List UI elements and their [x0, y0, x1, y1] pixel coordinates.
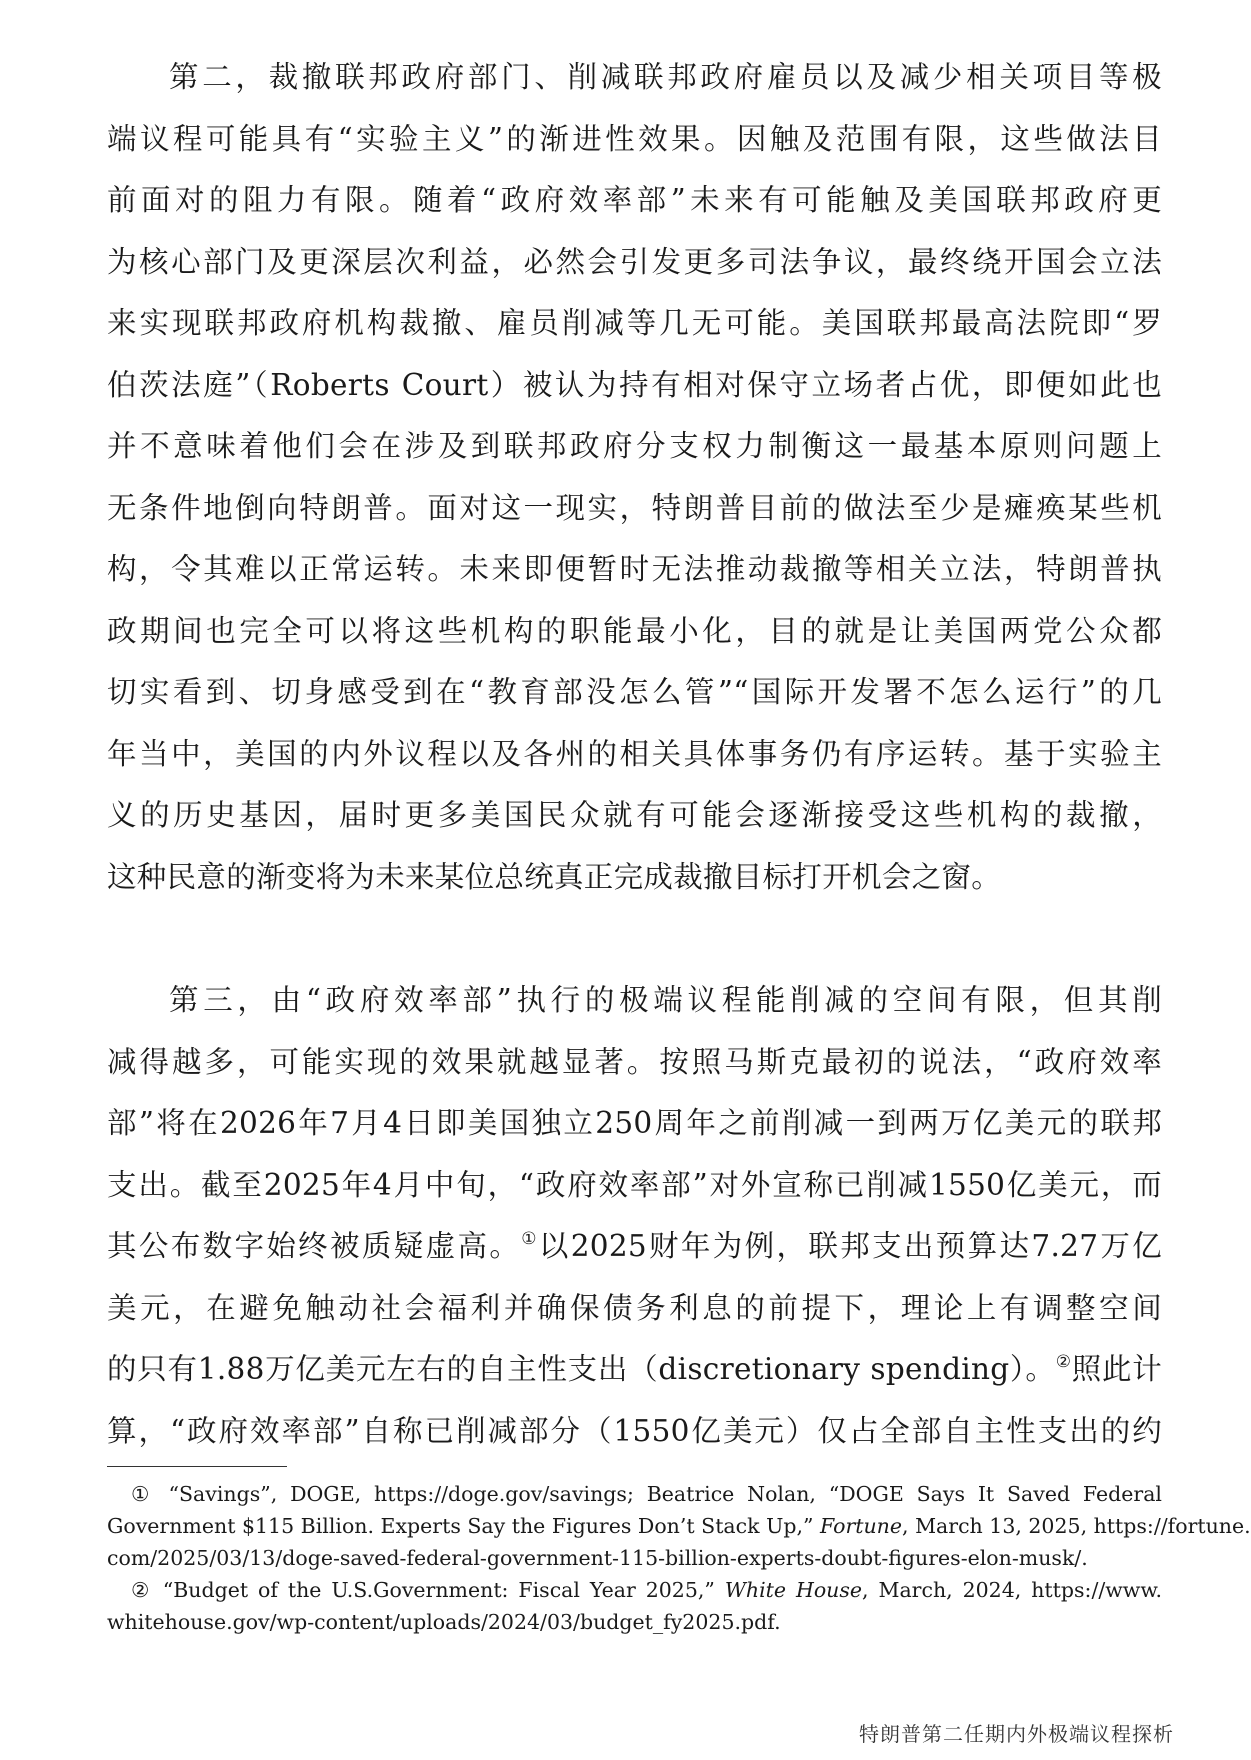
paragraph-line: 伯茨法庭”（Roberts Court）被认为持有相对保守立场者占优，即便如此也 [107, 367, 1162, 402]
paragraph-line: 美元，在避免触动社会福利并确保债务利息的前提下，理论上有调整空间 [107, 1290, 1162, 1325]
text-run: 以2025财年为例，联邦支出预算达7.27万亿 [538, 1229, 1162, 1263]
paragraph-line: 部”将在2026年7月4日即美国独立250周年之前削减一到两万亿美元的联邦 [107, 1106, 1162, 1140]
footnote-line [107, 1510, 1251, 1542]
footnotes [107, 1478, 1251, 1638]
paragraph-line: 这种民意的渐变将为未来某位总统真正完成裁撤目标打开机会之窗。 [107, 859, 1002, 894]
paragraph-line [107, 1339, 1162, 1401]
paragraph-line: 前面对的阻力有限。随着“政府效率部”未来有可能触及美国联邦政府更 [107, 183, 1162, 217]
paragraph-line: 减得越多，可能实现的效果就越显著。按照马斯克最初的说法，“政府效率 [107, 1044, 1162, 1079]
paragraph-line [107, 1216, 1162, 1278]
paragraph-1 [107, 47, 1162, 908]
paragraph-line: 为核心部门及更深层次利益，必然会引发更多司法争议，最终绕开国会立法 [107, 244, 1162, 279]
footnote-ref-2[interactable]: ② [1055, 1352, 1072, 1372]
footnote-1 [107, 1478, 1251, 1574]
footnote-link[interactable]: whitehouse.gov/wp-content/uploads/2024/03/budget_fy2025.pdf. [107, 1610, 781, 1634]
footnote-ref-1[interactable]: ① [521, 1229, 539, 1249]
paragraph-2 [107, 970, 1162, 1462]
text-run: , March 13, 2025, https://fortune. [902, 1514, 1251, 1538]
paragraph-line: 政期间也完全可以将这些机构的职能最小化，目的就是让美国两党公众都 [107, 613, 1162, 648]
paragraph-line: 第三，由“政府效率部”执行的极端议程能削减的空间有限，但其削 [169, 983, 1162, 1017]
text-run: 照此计 [1071, 1352, 1162, 1386]
paragraph-line: 支出。截至2025年4月中旬，“政府效率部”对外宣称已削减1550亿美元，而 [107, 1167, 1162, 1202]
footnote-line [107, 1574, 1162, 1606]
text-run: , March, 2024, https://www. [862, 1578, 1162, 1602]
text-run: Government $115 Billion. Experts Say the Figures Don’t Stack Up,” [107, 1514, 820, 1538]
text-run: 其公布数字始终被质疑虚高。 [107, 1229, 522, 1263]
text-run: 的只有1.88万亿美元左右的自主性支出（discretionary spending）。 [107, 1352, 1056, 1386]
footnote-divider [107, 1466, 287, 1467]
paragraph-line: 算，“政府效率部”自称已削减部分（1550亿美元）仅占全部自主性支出的约 [107, 1413, 1162, 1448]
paragraph-line: 第二，裁撤联邦政府部门、削减联邦政府雇员以及减少相关项目等极 [169, 60, 1162, 94]
paragraph-line: 切实看到、切身感受到在“教育部没怎么管”“国际开发署不怎么运行”的几 [107, 675, 1162, 709]
footnote-link[interactable]: com/2025/03/13/doge-saved-federal-government-115-billion-experts-doubt-figures-elon-musk/. [107, 1546, 1088, 1570]
paragraph-line: 义的历史基因，届时更多美国民众就有可能会逐渐接受这些机构的裁撤， [107, 798, 1162, 832]
paragraph-line: 并不意味着他们会在涉及到联邦政府分支权力制衡这一最基本原则问题上 [107, 429, 1162, 463]
text-run: ② “Budget of the U.S.Government: Fiscal Year 2025,” [131, 1578, 725, 1602]
running-footer: 特朗普第二任期内外极端议程探析 [859, 1722, 1174, 1746]
paragraph-line: 端议程可能具有“实验主义”的渐进性效果。因触及范围有限，这些做法目 [107, 121, 1162, 156]
footnote-line: ① “Savings”, DOGE, https://doge.gov/savings; Beatrice Nolan, “DOGE Says It Saved Federal [131, 1482, 1162, 1506]
publication-title: White House [724, 1578, 863, 1602]
publication-title: Fortune [820, 1514, 903, 1538]
footnote-2 [107, 1574, 1162, 1638]
paragraph-line: 来实现联邦政府机构裁撤、雇员削减等几无可能。美国联邦最高法院即“罗 [107, 306, 1162, 340]
paragraph-line: 无条件地倒向特朗普。面对这一现实，特朗普目前的做法至少是瘫痪某些机 [107, 490, 1162, 525]
paragraph-line: 年当中，美国的内外议程以及各州的相关具体事务仍有序运转。基于实验主 [107, 736, 1162, 771]
paragraph-line: 构，令其难以正常运转。未来即便暂时无法推动裁撤等相关立法，特朗普执 [107, 552, 1162, 586]
